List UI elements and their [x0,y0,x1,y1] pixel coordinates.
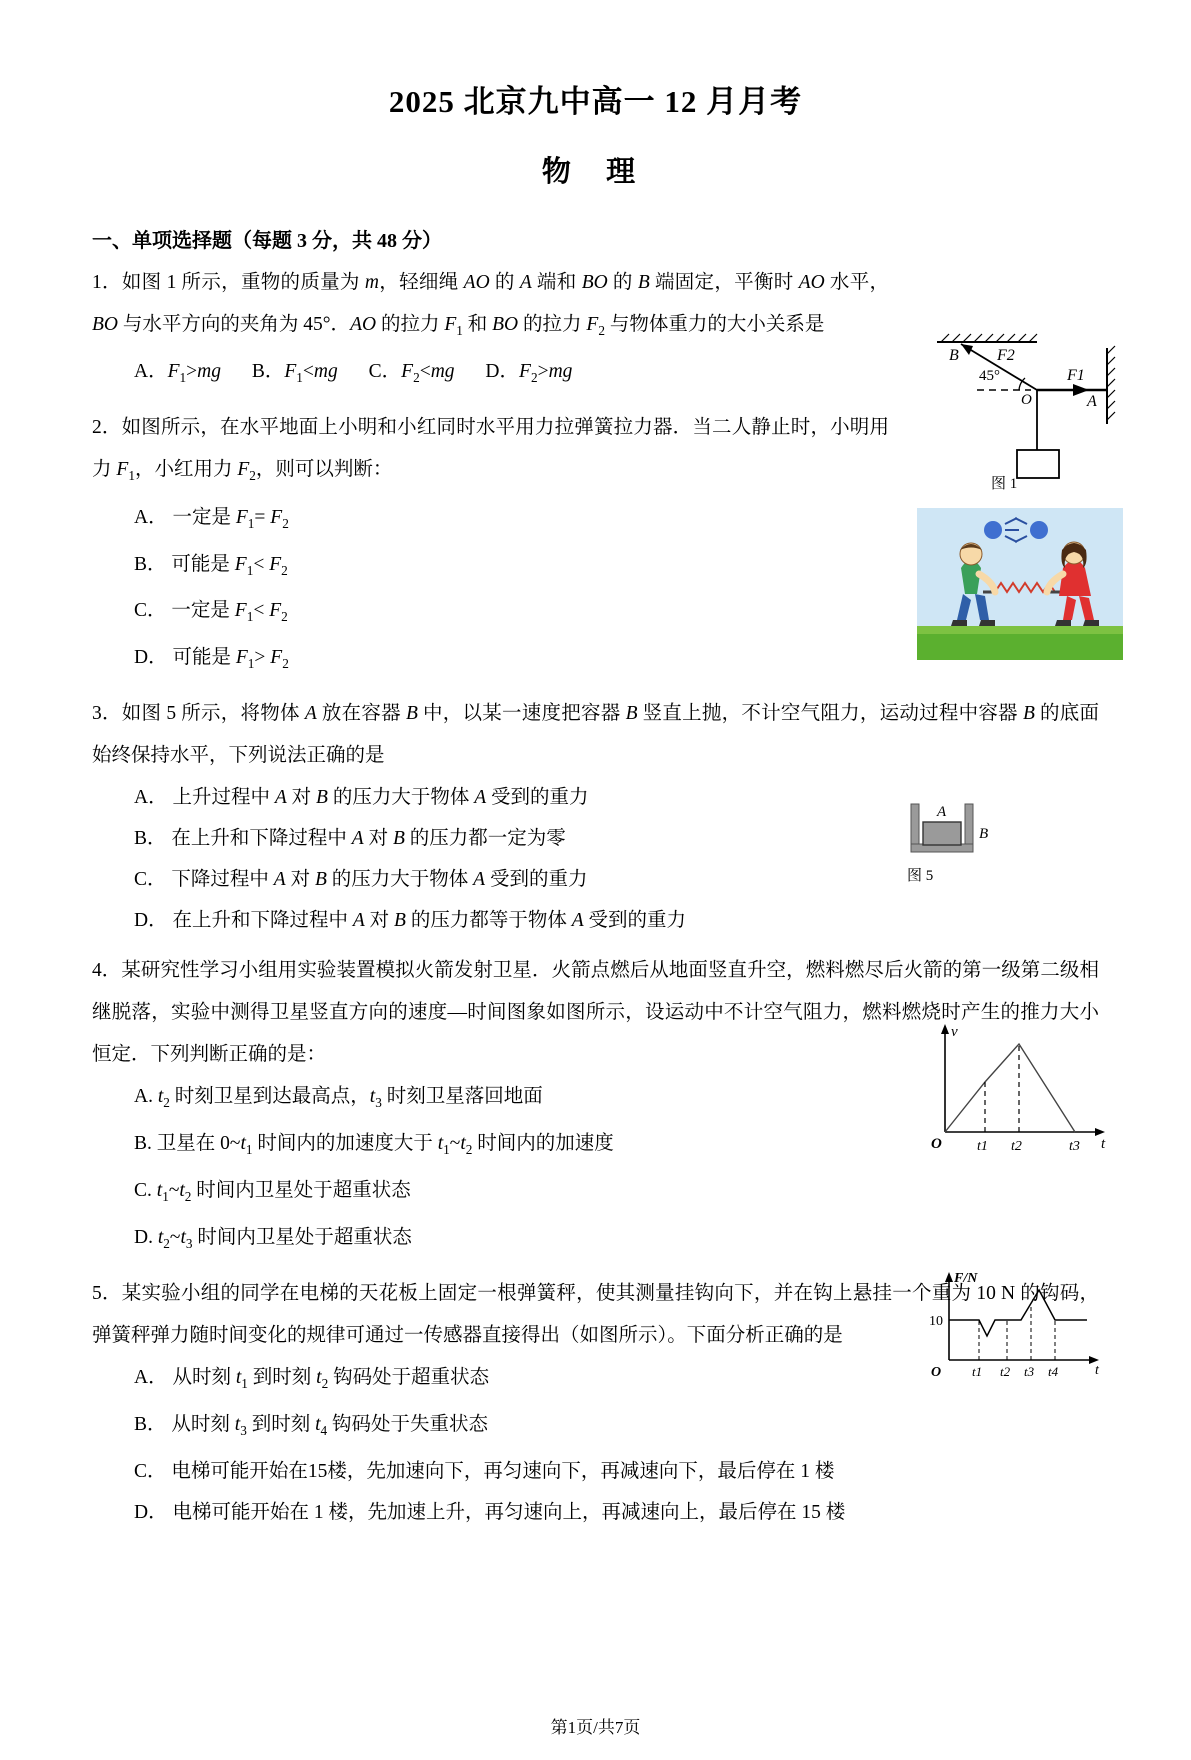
question-4-option-d: D. $t_2\sim t_3$ 时间内卫星处于超重状态 [134,1226,412,1251]
question-1-text: 如图 1 所示，重物的质量为 m，轻细绳 AO 的 A 端和 BO 的 B 端固定，平衡时 AO 水平，BO 与水平方向的夹角为 45°．AO 的拉力 $F_1$ 和 BO 的拉力 $F_2$ 与物体重力的大小关系是 [92,272,889,338]
question-5-option-b: B． 从时刻 $t_3$ 到时刻 $t_4$ 钩码处于失重状态 [134,1413,489,1438]
figure-5-label-force-axis: F/N [954,1271,978,1286]
figure-3-label-B: B [979,826,989,842]
question-3-option-b: B． 在上升和下降过程中 A 对 B 的压力都一定为零 [134,828,566,850]
figure-1-force-diagram [919,312,1129,497]
figure-1-label-O: O [1021,392,1032,408]
question-2-option-b: B． 可能是 $F_1< F_2$ [134,553,288,578]
figure-1-label-F2: F2 [997,347,1015,364]
question-2-option-c: C． 一定是 $F_1< F_2$ [134,600,288,625]
figure-4-label-t: t [1101,1136,1106,1152]
question-2-text: 如图所示，在水平地面上小明和小红同时水平用力拉弹簧拉力器．当二人静止时，小明用力 $F_1$，小红用力 $F_2$，则可以判断： [92,416,889,483]
question-4-option-b: B. 卫星在 $0\sim t_1$ 时间内的加速度大于 $t_1\sim t_2$ 时间内的加速度 [134,1133,614,1158]
figure-5-tick-t3: t3 [1024,1364,1035,1379]
question-1-option-b: B．$F_1<mg$ [251,360,338,385]
figure-5-tick-10: 10 [929,1314,943,1329]
figure-5-force-time-graph [921,1264,1111,1382]
question-5-options [92,1357,1099,1533]
page-title: 2025 北京九中高一 12 月月考 [388,84,803,119]
section-heading: 一、单项选择题（每题 3 分，共 48 分） [92,230,442,252]
question-5-number: 5． [92,1282,122,1304]
question-3-number: 3． [92,703,122,725]
figure-3-label-A: A [937,804,947,820]
question-5-option-d: D． 电梯可能开始在 1 楼，先加速上升，再匀速向上，再减速向上，最后停在 15 楼 [134,1501,846,1523]
figure-4-tick-t3: t3 [1069,1139,1080,1154]
figure-1-label-B: B [949,347,959,364]
question-3-option-a: A． 上升过程中 A 对 B 的压力大于物体 A 受到的重力 [134,787,589,809]
figure-5-label-t: t [1095,1363,1099,1378]
question-3-option-d: D． 在上升和下降过程中 A 对 B 的压力都等于物体 A 受到的重力 [134,910,687,932]
figure-5-label-origin: O [931,1365,942,1380]
question-4-option-a: A. $t_2$ 时刻卫星到达最高点，$t_3$ 时刻卫星落回地面 [134,1086,543,1111]
question-1-option-a: A．$F_1>mg$ [134,360,221,385]
figure-2-tug-of-war-illustration [917,508,1123,660]
figure-1-label-A: A [1087,393,1097,410]
figure-4-tick-t1: t1 [977,1139,988,1154]
question-5-text: 某实验小组的同学在电梯的天花板上固定一根弹簧秤，使其测量挂钩向下，并在钩上悬挂一个重为 10 N 的钩码，弹簧秤弹力随时间变化的规律可通过一传感器直接得出（如图所示）。下面分析正确的是 [92,1282,1099,1346]
figure-3-container-diagram [893,790,1003,885]
figure-4-label-v: v [951,1024,958,1040]
figure-1-label-angle: 45° [979,368,1000,384]
page-footer: 第1页/共7页 [550,1718,641,1737]
question-4-option-c: C. $t_1\sim t_2$ 时间内卫星处于超重状态 [134,1180,411,1204]
question-2-number: 2． [92,416,122,438]
figure-4-label-origin: O [931,1136,942,1152]
question-3-text: 如图 5 所示，将物体 A 放在容器 B 中，以某一速度把容器 B 竖直上抛，不计空气阻力，运动过程中容器 B 的底面始终保持水平，下列说法正确的是 [92,703,1099,767]
figure-5-tick-t2: t2 [1000,1364,1011,1379]
question-1-option-d: D．$F_2>mg$ [485,360,573,385]
question-1-option-c: C．$F_2<mg$ [368,360,455,385]
question-2-option-a: A． 一定是 $F_1= F_2$ [134,506,289,531]
question-4-text: 某研究性学习小组用实验装置模拟火箭发射卫星．火箭点燃后从地面竖直升空，燃料燃尽后火箭的第一级第二级相继脱落，实验中测得卫星竖直方向的速度—时间图象如图所示，设运动中不计空气阻力，燃料燃烧时产生的推力大小恒定．下列判断正确的是： [92,960,1099,1066]
figure-4-velocity-time-graph [923,1014,1113,1154]
exam-page [0,76,1191,1760]
figure-3-caption: 图 5 [907,868,934,884]
question-5-option-a: A． 从时刻 $t_1$ 到时刻 $t_2$ 钩码处于超重状态 [134,1366,490,1391]
question-3-option-c: C． 下降过程中 A 对 B 的压力大于物体 A 受到的重力 [134,869,588,891]
question-3 [92,693,1099,777]
figure-5-tick-t1: t1 [972,1364,983,1379]
figure-4-tick-t2: t2 [1011,1139,1022,1154]
subject-title: 物 理 [541,156,650,188]
figure-1-caption: 图 1 [991,476,1018,492]
figure-1-label-F1: F1 [1067,367,1085,384]
question-4-number: 4． [92,960,122,982]
figure-5-tick-t4: t4 [1048,1364,1059,1379]
question-2-option-d: D． 可能是 $F_1> F_2$ [134,647,289,672]
question-5-option-c: C． 电梯可能开始在15楼，先加速向下，再匀速向下，再减速向下，最后停在 1 楼 [134,1460,835,1482]
question-1-number: 1． [92,272,122,293]
